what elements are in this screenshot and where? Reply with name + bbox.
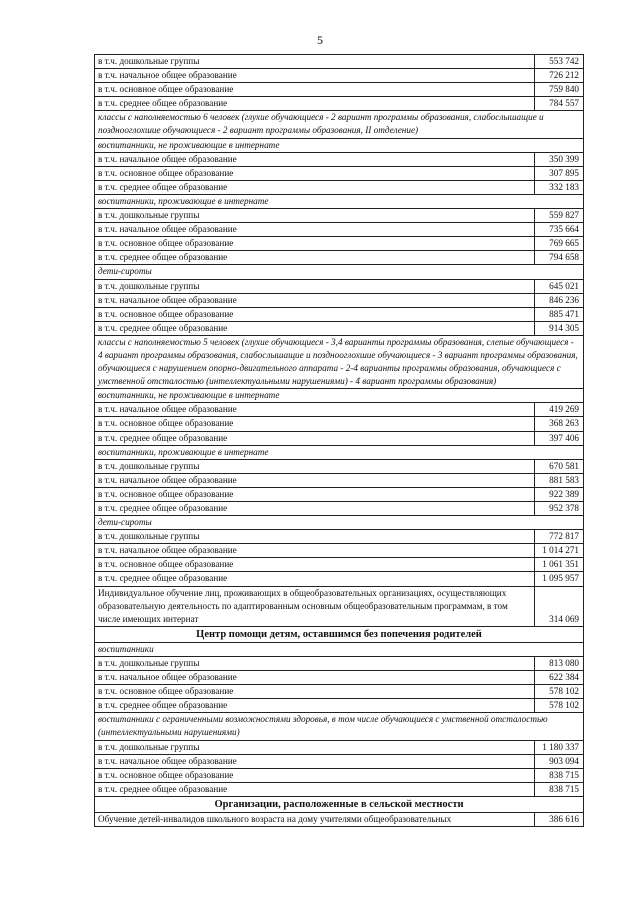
row-label: в т.ч. среднее общее образование — [95, 321, 535, 335]
category-row — [95, 138, 584, 152]
table-row — [95, 586, 584, 626]
budget-table-body — [95, 55, 584, 827]
category-row — [95, 642, 584, 656]
row-label: в т.ч. основное общее образование — [95, 768, 535, 782]
row-label: в т.ч. среднее общее образование — [95, 180, 535, 194]
table-row — [95, 740, 584, 754]
section-heading-row — [95, 626, 584, 642]
row-label: в т.ч. начальное общее образование — [95, 223, 535, 237]
row-value: 726 212 — [535, 69, 584, 83]
row-value: 307 895 — [535, 166, 584, 180]
category-label: воспитанники, не проживающие в интернате — [95, 389, 584, 403]
table-row — [95, 685, 584, 699]
category-label: воспитанники, не проживающие в интернате — [95, 138, 584, 152]
table-row — [95, 502, 584, 516]
section-heading-row — [95, 796, 584, 812]
row-label: в т.ч. дошкольные группы — [95, 55, 535, 69]
category-row — [95, 516, 584, 530]
section-heading: Центр помощи детям, оставшимся без попечения родителей — [95, 626, 584, 642]
table-row — [95, 487, 584, 501]
row-label: в т.ч. дошкольные группы — [95, 209, 535, 223]
row-label: в т.ч. начальное общее образование — [95, 293, 535, 307]
row-label: в т.ч. основное общее образование — [95, 237, 535, 251]
row-label: в т.ч. среднее общее образование — [95, 251, 535, 265]
row-value: 397 406 — [535, 431, 584, 445]
row-value: 769 665 — [535, 237, 584, 251]
category-label: воспитанники, проживающие в интернате — [95, 445, 584, 459]
category-label: дети-сироты — [95, 516, 584, 530]
table-row — [95, 431, 584, 445]
table-row — [95, 572, 584, 586]
row-value: 1 180 337 — [535, 740, 584, 754]
row-value: 578 102 — [535, 699, 584, 713]
table-row — [95, 83, 584, 97]
table-row — [95, 209, 584, 223]
category-row — [95, 713, 584, 740]
table-row — [95, 459, 584, 473]
row-label: в т.ч. начальное общее образование — [95, 544, 535, 558]
row-label: в т.ч. начальное общее образование — [95, 754, 535, 768]
row-value: 578 102 — [535, 685, 584, 699]
table-row — [95, 558, 584, 572]
row-value: 772 817 — [535, 530, 584, 544]
row-value: 1 095 957 — [535, 572, 584, 586]
table-row — [95, 223, 584, 237]
row-label: в т.ч. основное общее образование — [95, 83, 535, 97]
row-value: 332 183 — [535, 180, 584, 194]
row-value: 922 389 — [535, 487, 584, 501]
table-row — [95, 544, 584, 558]
row-value: 314 069 — [535, 586, 584, 626]
category-row — [95, 265, 584, 279]
table-row — [95, 656, 584, 670]
row-value: 735 664 — [535, 223, 584, 237]
category-row — [95, 111, 584, 138]
row-value: 622 384 — [535, 671, 584, 685]
table-row — [95, 321, 584, 335]
category-label: классы с наполняемостью 5 человек (глухие обучающиеся - 3,4 варианты программы образования, слепые обучающиеся - 4 вариант программы образования, слабослышащие и позднооглохшие обучающиеся - 3 вариант программы образования, обучающиеся с нарушением опорно-двигательного аппарата - 2-4 варианты программы образования, обучающиеся с умственной отсталостью (интеллектуальными нарушениями) - 4 вариант программы образования) — [95, 335, 584, 388]
budget-table — [94, 54, 584, 827]
table-row — [95, 251, 584, 265]
table-row — [95, 55, 584, 69]
table-row — [95, 307, 584, 321]
section-heading: Организации, расположенные в сельской местности — [95, 796, 584, 812]
table-row — [95, 768, 584, 782]
page-number: 5 — [317, 33, 323, 47]
table-row — [95, 180, 584, 194]
row-value: 559 827 — [535, 209, 584, 223]
row-label: в т.ч. начальное общее образование — [95, 473, 535, 487]
row-label: в т.ч. дошкольные группы — [95, 740, 535, 754]
category-label: воспитанники с ограниченными возможностями здоровья, в том числе обучающиеся с умственной отсталостью (интеллектуальными нарушениями) — [95, 713, 584, 740]
row-value: 759 840 — [535, 83, 584, 97]
table-row — [95, 237, 584, 251]
category-label: классы с наполняемостью 6 человек (глухие обучающиеся - 2 вариант программы образования, слабослышащие и позднооглохшие обучающиеся - 2 вариант программы образования, II отделение) — [95, 111, 584, 138]
row-label: в т.ч. основное общее образование — [95, 166, 535, 180]
row-value: 881 583 — [535, 473, 584, 487]
table-row — [95, 699, 584, 713]
table-row — [95, 782, 584, 796]
row-label: в т.ч. начальное общее образование — [95, 671, 535, 685]
row-label: в т.ч. среднее общее образование — [95, 502, 535, 516]
category-label: воспитанники — [95, 642, 584, 656]
table-row — [95, 671, 584, 685]
row-label: в т.ч. среднее общее образование — [95, 97, 535, 111]
row-value: 670 581 — [535, 459, 584, 473]
row-value: 419 269 — [535, 403, 584, 417]
row-value: 553 742 — [535, 55, 584, 69]
row-label: в т.ч. начальное общее образование — [95, 69, 535, 83]
row-value: 838 715 — [535, 782, 584, 796]
category-row — [95, 389, 584, 403]
row-label: в т.ч. среднее общее образование — [95, 431, 535, 445]
row-value: 885 471 — [535, 307, 584, 321]
row-value: 903 094 — [535, 754, 584, 768]
row-label: в т.ч. среднее общее образование — [95, 699, 535, 713]
row-label: в т.ч. начальное общее образование — [95, 152, 535, 166]
row-label: в т.ч. основное общее образование — [95, 685, 535, 699]
category-label: воспитанники, проживающие в интернате — [95, 194, 584, 208]
table-row — [95, 152, 584, 166]
row-label: в т.ч. основное общее образование — [95, 487, 535, 501]
row-value: 838 715 — [535, 768, 584, 782]
category-label: дети-сироты — [95, 265, 584, 279]
table-row — [95, 403, 584, 417]
table-row — [95, 166, 584, 180]
table-row — [95, 530, 584, 544]
row-label: в т.ч. начальное общее образование — [95, 403, 535, 417]
category-row — [95, 445, 584, 459]
row-value: 368 263 — [535, 417, 584, 431]
table-row — [95, 417, 584, 431]
row-label: Обучение детей-инвалидов школьного возраста на дому учителями общеобразовательных — [95, 812, 535, 826]
table-row — [95, 279, 584, 293]
row-label: в т.ч. основное общее образование — [95, 558, 535, 572]
row-value: 1 061 351 — [535, 558, 584, 572]
row-value: 386 616 — [535, 812, 584, 826]
row-label: Индивидуальное обучение лиц, проживающих в общеобразовательных организациях, осуществляющих образовательную деятельность по адаптированным основным общеобразовательным программам, в том числе имеющих интернат — [95, 586, 535, 626]
row-value: 846 236 — [535, 293, 584, 307]
row-label: в т.ч. дошкольные группы — [95, 656, 535, 670]
row-value: 784 557 — [535, 97, 584, 111]
row-value: 645 021 — [535, 279, 584, 293]
table-row — [95, 754, 584, 768]
row-label: в т.ч. среднее общее образование — [95, 782, 535, 796]
row-label: в т.ч. основное общее образование — [95, 307, 535, 321]
row-value: 914 305 — [535, 321, 584, 335]
table-row — [95, 812, 584, 826]
row-value: 1 014 271 — [535, 544, 584, 558]
row-label: в т.ч. дошкольные группы — [95, 279, 535, 293]
row-value: 350 399 — [535, 152, 584, 166]
table-row — [95, 97, 584, 111]
row-label: в т.ч. дошкольные группы — [95, 459, 535, 473]
table-row — [95, 293, 584, 307]
row-label: в т.ч. основное общее образование — [95, 417, 535, 431]
row-value: 952 378 — [535, 502, 584, 516]
category-row — [95, 335, 584, 388]
row-value: 794 658 — [535, 251, 584, 265]
table-row — [95, 473, 584, 487]
table-row — [95, 69, 584, 83]
category-row — [95, 194, 584, 208]
row-value: 813 080 — [535, 656, 584, 670]
row-label: в т.ч. среднее общее образование — [95, 572, 535, 586]
row-label: в т.ч. дошкольные группы — [95, 530, 535, 544]
